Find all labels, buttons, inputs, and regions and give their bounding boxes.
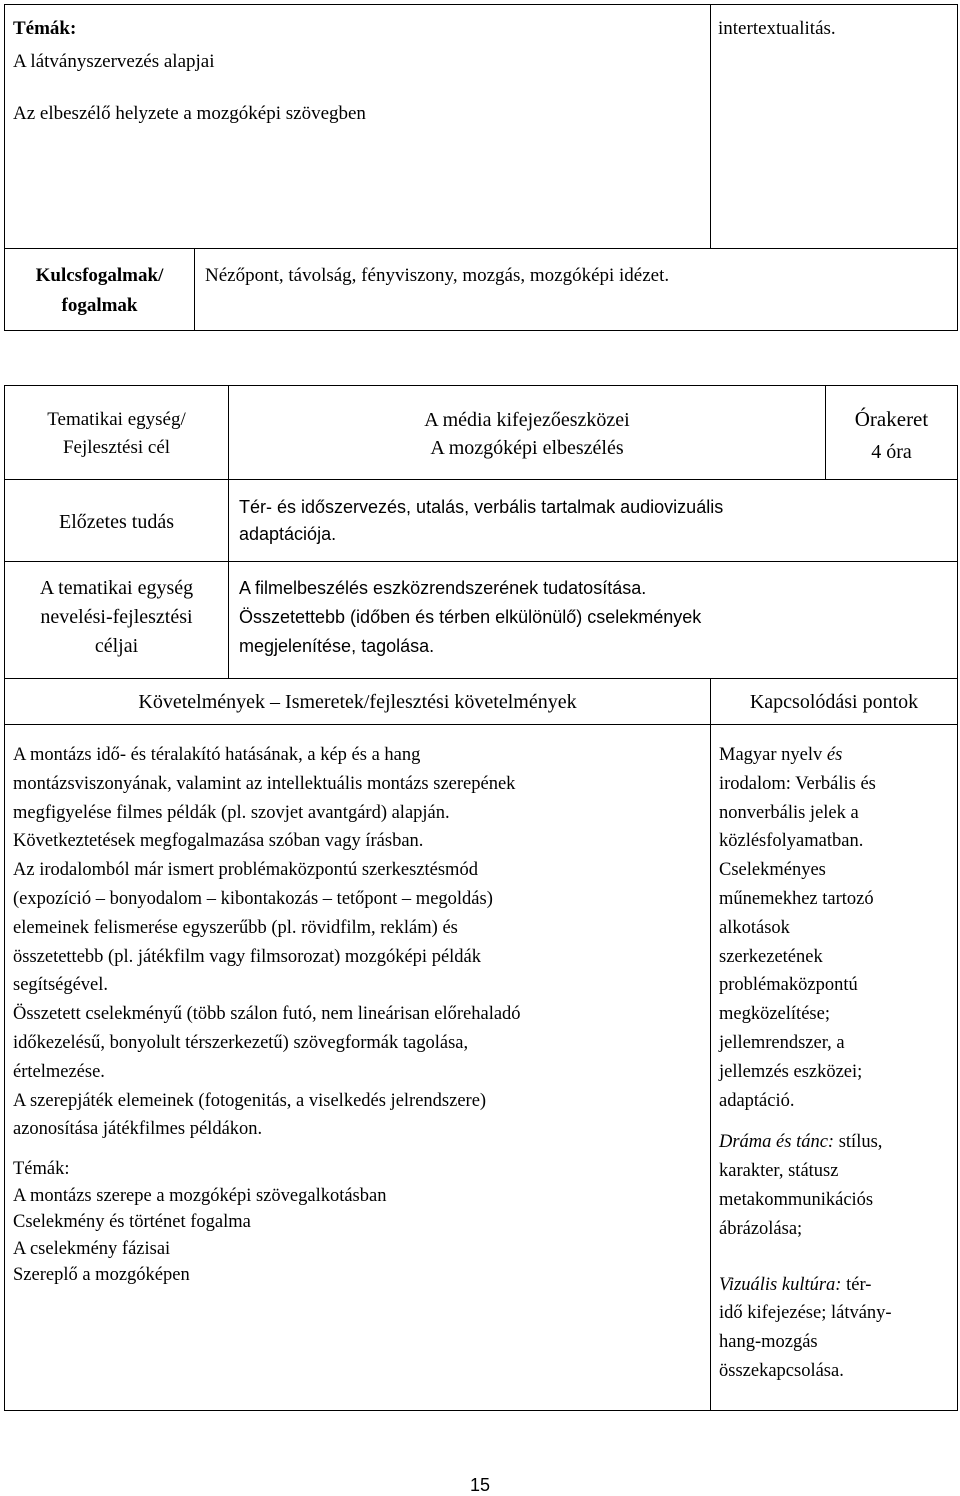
keywords-label: Kulcsfogalmak/ bbox=[35, 265, 164, 286]
prior-value-cell bbox=[229, 480, 958, 562]
goals-label-cell bbox=[5, 562, 229, 679]
topics2-heading: Témák: bbox=[13, 1159, 70, 1180]
goals-label: céljai bbox=[94, 635, 139, 657]
hours-label: Órakeret bbox=[854, 407, 929, 431]
goals-value: Összetettebb (időben és térben elkülönülő) cselekmények bbox=[239, 607, 702, 627]
requirement-line: A montázs idő- és téralakító hatásának, a kép és a hang bbox=[13, 745, 421, 765]
links-line: karakter, státusz bbox=[719, 1161, 839, 1182]
requirement-line: Összetett cselekményű (több szálon futó, nem lineárisan előrehaladó bbox=[13, 1004, 521, 1025]
page-number: 15 bbox=[469, 1475, 491, 1495]
hours-value: 4 óra bbox=[871, 441, 912, 463]
topics-heading: Témák: bbox=[13, 18, 77, 39]
goals-value-cell bbox=[229, 562, 958, 679]
requirement-line: azonosítása játékfilmes példákon. bbox=[13, 1119, 263, 1140]
requirements-cell bbox=[5, 725, 711, 1411]
requirement-line: összetettebb (pl. játékfilm vagy filmsorozat) mozgóképi példák bbox=[13, 946, 482, 967]
topics-cell bbox=[5, 5, 711, 249]
links-line: jellemzés eszközei; bbox=[719, 1061, 863, 1082]
goals-value: A filmelbeszélés eszközrendszerének tudatosítása. bbox=[239, 578, 647, 598]
links-magyar: Magyar nyelv és bbox=[719, 745, 843, 765]
goals-label: A tematikai egység bbox=[39, 577, 194, 599]
unit-title: A média kifejezőeszközei bbox=[424, 409, 630, 431]
unit-label: Fejlesztési cél bbox=[62, 437, 171, 458]
requirement-line: elemeinek felismerése egyszerűbb (pl. rövidfilm, reklám) és bbox=[13, 917, 458, 938]
requirements-header-cell bbox=[5, 679, 711, 725]
top-table bbox=[4, 4, 958, 331]
links-line: problémaközpontú bbox=[719, 975, 858, 996]
links-line: irodalom: Verbális és bbox=[719, 773, 876, 794]
requirement-line: segítségével. bbox=[13, 975, 109, 996]
links-line: nonverbális jelek a bbox=[719, 802, 859, 823]
keywords-label: fogalmak bbox=[61, 295, 138, 316]
requirement-line: A szerepjáték elemeinek (fotogenitás, a viselkedés jelrendszere) bbox=[13, 1090, 487, 1111]
unit-label: Tematikai egység/ bbox=[47, 409, 186, 430]
intertext-text: intertextualitás. bbox=[718, 18, 836, 39]
links-line: alkotások bbox=[719, 917, 790, 938]
goals-label: nevelési-fejlesztési bbox=[40, 606, 193, 628]
requirement-line: megfigyelése filmes példák (pl. szovjet avantgárd) alapján. bbox=[13, 802, 450, 823]
links-line: hang-mozgás bbox=[719, 1332, 818, 1353]
links-drama: Dráma és tánc: stílus, bbox=[719, 1132, 883, 1153]
links-line: szerkezetének bbox=[719, 946, 823, 967]
intertext-cell bbox=[711, 5, 958, 249]
requirement-line: Az irodalomból már ismert problémaközpontú szerkesztésmód bbox=[13, 860, 478, 881]
links-line: jellemrendszer, a bbox=[719, 1032, 845, 1053]
links-line: adaptáció. bbox=[719, 1090, 795, 1111]
keywords-value: Nézőpont, távolság, fényviszony, mozgás, mozgóképi idézet. bbox=[205, 265, 670, 286]
links-line: ábrázolása; bbox=[719, 1218, 803, 1239]
links-line: összekapcsolása. bbox=[719, 1360, 844, 1381]
requirement-line: montázsviszonyának, valamint az intellektuális montázs szerepének bbox=[13, 773, 516, 794]
requirement-line: időkezelésű, bonyolult térszerkezetű) szövegformák tagolása, bbox=[13, 1032, 469, 1053]
requirement-line: értelmezése. bbox=[13, 1061, 105, 1082]
links-line: metakommunikációs bbox=[719, 1189, 874, 1210]
topic2-item: Szereplő a mozgóképen bbox=[13, 1265, 190, 1286]
prior-label: Előzetes tudás bbox=[59, 511, 174, 533]
keywords-value-cell bbox=[195, 249, 958, 331]
unit-title-cell bbox=[229, 386, 826, 480]
links-line: megközelítése; bbox=[719, 1004, 830, 1025]
topic-item: Az elbeszélő helyzete a mozgóképi szövegben bbox=[13, 103, 366, 124]
topic2-item: A cselekmény fázisai bbox=[13, 1238, 171, 1259]
requirement-line: (expozíció – bonyodalom – kibontakozás – tetőpont – megoldás) bbox=[13, 888, 493, 909]
topic2-item: Cselekmény és történet fogalma bbox=[13, 1212, 251, 1233]
keywords-label-cell bbox=[5, 249, 195, 331]
links-line: Cselekményes bbox=[719, 860, 826, 881]
topic2-item: A montázs szerepe a mozgóképi szövegalkotásban bbox=[13, 1185, 387, 1206]
unit-table bbox=[4, 385, 958, 1411]
prior-label-cell bbox=[5, 480, 229, 562]
requirements-header: Követelmények – Ismeretek/fejlesztési követelmények bbox=[138, 691, 577, 713]
links-vizualis: Vizuális kultúra: tér- bbox=[719, 1274, 872, 1295]
requirement-line: Következtetések megfogalmazása szóban vagy írásban. bbox=[13, 831, 424, 852]
requirements-text bbox=[5, 725, 710, 1144]
topic-item: A látványszervezés alapjai bbox=[13, 51, 215, 72]
prior-value: adaptációja. bbox=[239, 524, 337, 544]
links-cell bbox=[711, 725, 958, 1411]
hours-cell bbox=[826, 386, 958, 480]
prior-value: Tér- és időszervezés, utalás, verbális tartalmak audiovizuális bbox=[239, 497, 724, 517]
links-line: műnemekhez tartozó bbox=[719, 888, 874, 909]
unit-label-cell bbox=[5, 386, 229, 480]
links-line: közlésfolyamatban. bbox=[719, 831, 864, 852]
unit-title: A mozgóképi elbeszélés bbox=[430, 437, 624, 459]
links-header: Kapcsolódási pontok bbox=[749, 691, 919, 713]
goals-value: megjelenítése, tagolása. bbox=[239, 636, 435, 656]
links-header-cell bbox=[711, 679, 958, 725]
links-line: idő kifejezése; látvány- bbox=[719, 1303, 892, 1324]
